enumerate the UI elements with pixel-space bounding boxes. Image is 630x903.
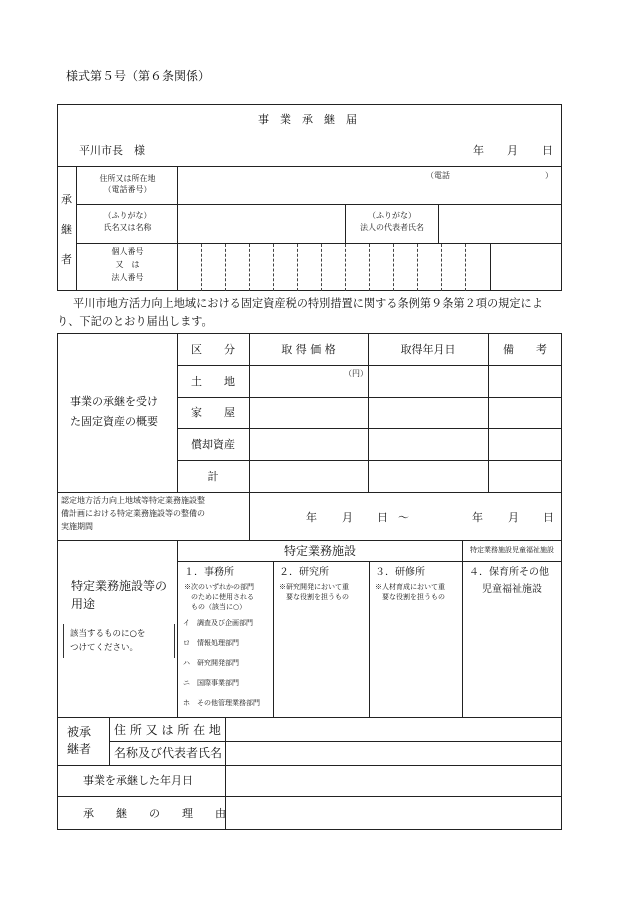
office-note-3: もの（該当に○）: [191, 603, 247, 611]
period-label-2: 備計画における特定業務施設等の整備の: [61, 509, 205, 518]
end-year[interactable]: 年: [472, 511, 483, 524]
period-label-1: 認定地方活力向上地域等特定業務施設整: [61, 496, 205, 505]
office-note-2: のために使用される: [191, 593, 254, 601]
successor-address-field[interactable]: [178, 167, 561, 203]
yen-unit: （円）: [344, 369, 368, 378]
childcare-title-1: ４．保育所その他: [469, 567, 549, 578]
assets-label-1: 事業の承継を受け: [70, 395, 158, 408]
row-total: 計: [207, 470, 219, 483]
addressee: 平川市長 様: [79, 144, 145, 157]
start-day[interactable]: 日: [377, 511, 388, 524]
start-year[interactable]: 年: [306, 511, 317, 524]
office-item-planning[interactable]: イ 調査及び企画部門: [183, 619, 253, 627]
reason-label: 承 継 の 理 由: [83, 807, 226, 820]
representative-name-field[interactable]: [439, 205, 561, 242]
date-month[interactable]: 月: [507, 144, 518, 157]
training-note-1: ※人材育成において重: [375, 583, 445, 591]
date-day[interactable]: 日: [542, 144, 553, 157]
successor-label-3: 者: [61, 253, 72, 266]
header-childcare-facility: 特定業務施設児童福祉施設: [470, 546, 554, 554]
furigana-label: （ふりがな）: [103, 211, 152, 220]
successor-name-field[interactable]: [178, 205, 344, 242]
id-label-1: 個人番号: [111, 247, 144, 256]
row-building: 家 屋: [191, 406, 235, 419]
end-day[interactable]: 日: [543, 511, 554, 524]
predecessor-name-field[interactable]: [226, 742, 561, 764]
header-specific-facility: 特定業務施設: [283, 544, 356, 558]
facility-title-1: 特定業務施設等の: [71, 579, 168, 593]
statement-line-1: 平川市地方活力向上地域における固定資産税の特別措置に関する条例第９条第２項の規定によ: [73, 297, 543, 310]
office-title: １．事務所: [184, 567, 234, 578]
predecessor-address-label: 住 所 又 は 所 在 地: [114, 723, 221, 737]
row-depreciable: 償却資産: [191, 438, 235, 451]
col-price: 取 得 価 格: [281, 343, 336, 356]
id-label-3: 法人番号: [111, 273, 144, 282]
training-note-2: 要な役割を担うもの: [382, 593, 445, 601]
office-item-international[interactable]: ニ 国際事業部門: [183, 679, 239, 687]
predecessor-label-2: 継者: [67, 742, 92, 756]
office-item-it[interactable]: ロ 情報処理部門: [183, 639, 239, 647]
office-note-1: ※次のいずれかの部門: [184, 583, 254, 591]
predecessor-name-label: 名称及び代表者氏名: [114, 746, 223, 760]
succession-date-field[interactable]: [226, 766, 561, 795]
period-tilde: 〜: [398, 511, 409, 524]
id-label-2: 又 は: [115, 260, 140, 269]
row-land: 土 地: [191, 375, 235, 388]
facility-note-1: 該当するものに○を: [70, 629, 146, 639]
predecessor-label-1: 被承: [67, 725, 92, 739]
col-date: 取得年月日: [400, 343, 456, 356]
form-title: 事 業 承 継 届: [258, 113, 357, 126]
end-month[interactable]: 月: [508, 511, 519, 524]
lab-note-1: ※研究開発において重: [279, 583, 349, 591]
phone-close: ）: [545, 171, 553, 180]
period-label-3: 実施期間: [61, 522, 93, 531]
rep-name-label: 法人の代表者氏名: [360, 223, 424, 232]
successor-label-1: 承: [61, 193, 72, 206]
lab-note-2: 要な役割を担うもの: [286, 593, 349, 601]
assets-table: [57, 333, 562, 493]
rep-furigana-label: （ふりがな）: [368, 211, 416, 220]
address-label: 住所又は所在地: [99, 174, 156, 183]
start-month[interactable]: 月: [342, 511, 353, 524]
predecessor-address-field[interactable]: [226, 718, 561, 740]
office-item-rnd[interactable]: ハ 研究開発部門: [183, 659, 239, 667]
reason-field[interactable]: [226, 797, 561, 829]
phone-number-label: （電話番号）: [103, 185, 152, 194]
statement-line-2: り、下記のとおり届出します。: [57, 315, 213, 328]
col-category: 区 分: [191, 343, 235, 356]
training-title: ３．研修所: [375, 567, 425, 578]
date-year[interactable]: 年: [473, 144, 484, 157]
childcare-title-2: 児童福祉施設: [482, 584, 542, 595]
col-remarks: 備 考: [503, 343, 547, 356]
office-item-other[interactable]: ホ その他管理業務部門: [183, 699, 260, 707]
phone-label: （電話: [426, 171, 450, 180]
succession-date-label: 事業を承継した年月日: [83, 774, 193, 787]
form-number: 様式第５号（第６条関係）: [66, 69, 211, 83]
facility-title-2: 用途: [71, 597, 96, 611]
successor-label-2: 継: [61, 223, 72, 236]
lab-title: ２．研究所: [279, 567, 329, 578]
name-label: 氏名又は名称: [103, 223, 152, 232]
facility-note-2: つけてください。: [70, 643, 139, 653]
assets-label-2: た固定資産の概要: [70, 415, 158, 428]
